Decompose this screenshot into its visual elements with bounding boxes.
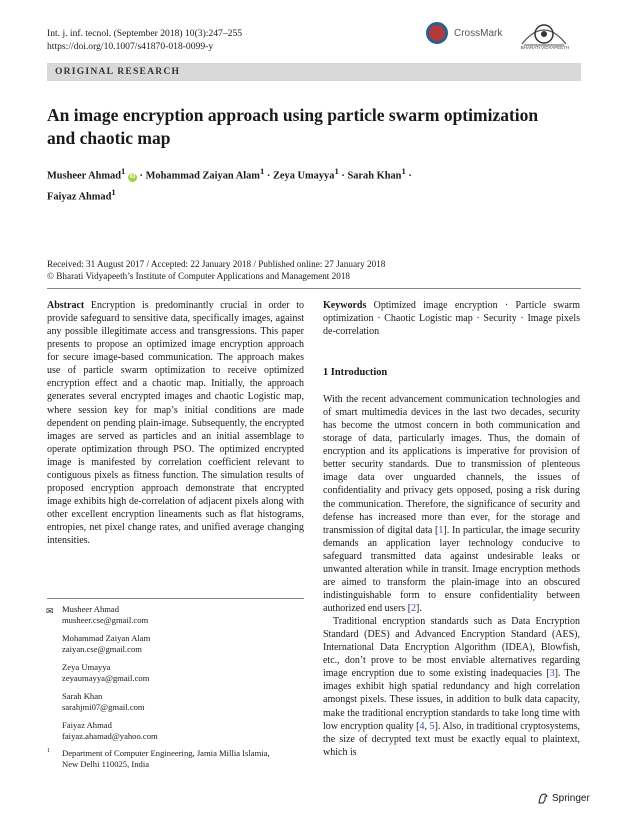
contact-entry: [47, 662, 158, 684]
affiliation-sup: 1: [111, 187, 116, 198]
orcid-icon[interactable]: iD: [129, 174, 136, 181]
publication-history: [47, 258, 385, 282]
affiliation-sup: 1: [401, 166, 406, 176]
doi-link[interactable]: https://doi.org/10.1007/s41870-018-0099-y: [47, 41, 214, 52]
affiliation-sup: 1: [259, 166, 265, 176]
citation-link[interactable]: 3: [549, 668, 555, 680]
text-run: ]. In particular, the image security demands an application layer technology conducive to safeguard transmitted data against undesirable leaks or unwanted alteration while in transit. Image encryption methods are aimed to transform the plain-image into an obscured indistinguishable form to ensure confidentiality between authorized end users [: [323, 524, 580, 614]
text-run: ]. The images exhibit high spatial redundancy and high correlation amongst pixels. These issues, in addition to bulk data capacity, make the traditional encryption standards to take long time with low encryption quality [: [323, 668, 580, 732]
header-divider: [47, 288, 581, 289]
springer-horse-icon: [537, 792, 549, 804]
citation-link[interactable]: 2: [411, 603, 417, 614]
introduction-body: [323, 393, 580, 759]
crossmark-icon: [426, 22, 448, 44]
journal-header: [47, 27, 242, 53]
intro-paragraph: [323, 393, 580, 615]
contact-name: Sarah Khan: [62, 691, 103, 701]
abstract-text: Encryption is predominantly crucial in order to provide safeguard to sensitive data, specifically images, against any possible illegitimate access and transgressions. This paper presents to propose an optimized image encryption approach for secure image-based communication. The approach makes use of particle swarm optimization to receive optimized encryption effect and a chaotic map. Initially, the approach generates several encrypted images and chaotic Logistic map, where session key for map’s initial conditions are made dependent on pending plain-image. Subsequently, the encrypted images are served as particles and an initial assemblage to operate optimization through PSO. The optimized encrypted image is manifested by correlation coefficient relevant to contiguous pixels as fitness function. The simulation results of proposed encryption approach demonstrate that encrypted image exhibits high de-correlation of adjacent pixels along with other excellent encryption lineaments such as flat histograms, entropies, net pixel change rates, and unified average changing intensities.: [47, 300, 305, 547]
contact-name: Zeya Umayya: [62, 662, 111, 672]
author-name: Musheer Ahmad: [47, 170, 121, 182]
citation-link[interactable]: 4: [419, 720, 425, 732]
intro-paragraph: [323, 615, 580, 759]
section-label-bar: [47, 63, 581, 81]
keywords: [323, 299, 580, 338]
crossmark-label: CrossMark: [454, 27, 503, 39]
contact-email[interactable]: musheer.cse@gmail.com: [62, 615, 149, 625]
section-heading: 1 Introduction: [323, 367, 388, 378]
contact-entry: [47, 604, 158, 626]
abstract-label: Abstract: [47, 300, 85, 311]
keywords-label: Keywords: [323, 300, 367, 311]
contact-entry: [47, 720, 158, 742]
section-label: ORIGINAL RESEARCH: [55, 66, 181, 77]
contact-email[interactable]: faiyaz.ahamad@yahoo.com: [62, 731, 158, 741]
contact-email[interactable]: zeyaumayya@gmail.com: [62, 673, 150, 683]
contact-name: Musheer Ahmad: [62, 604, 120, 614]
author-name: Sarah Khan: [347, 170, 402, 182]
affiliation-line: New Delhi 110025, India: [62, 759, 150, 769]
crossmark-badge[interactable]: [426, 22, 502, 44]
author-name: Mohammad Zaiyan Alam: [145, 170, 260, 182]
copyright-line: © Bharati Vidyapeeth’s Institute of Computer Applications and Management 2018: [47, 271, 351, 281]
text-run: With the recent advancement communication technologies and of smart multimedia devices in the last two decades, security has become the utmost concern in both communication and storage of data, particularly images. Thus, the domain of encryption and its applications is imperative for provision of better security standards. Due to transmission of plenteous image data over unguarded channels, the issues of confidentiality and privacy gets opposed, posing a risk during the communication. Therefore, the significance of security and defense has increased more than ever, for the storage and transmission of digital data [: [323, 394, 580, 536]
publisher-name: Springer: [552, 792, 590, 804]
text-run: Traditional encryption standards such as Data Encryption Standard (DES) and Advanced Encryption Standard (AES), International Data Encryption Algorithm (IDEA), Blowfish, etc., don’t prove to be most enviable alternatives regarding image encryption due to some existing inadequacies [: [323, 616, 580, 680]
keywords-text: Optimized image encryption · Particle swarm optimization · Chaotic Logistic map · Security · Image pixels de-correlation: [323, 300, 581, 338]
contact-email[interactable]: sarahjmi07@gmail.com: [62, 702, 145, 712]
dates-line: Received: 31 August 2017 / Accepted: 22 January 2018 / Published online: 27 January 2018: [47, 259, 386, 269]
contact-name: Mohammad Zaiyan Alam: [62, 633, 151, 643]
contact-name: Faiyaz Ahmad: [62, 720, 112, 730]
author-separator: ·: [266, 170, 271, 182]
citation-link[interactable]: 5: [429, 720, 435, 732]
author-contacts: [47, 604, 158, 749]
affiliation-line: Department of Computer Engineering, Jamia Millia Islamia,: [62, 748, 270, 758]
envelope-icon: ✉: [46, 606, 54, 616]
text-run: ,: [424, 720, 430, 732]
publisher-logo: [537, 792, 590, 804]
affiliation: [47, 748, 270, 770]
text-run: ].: [416, 603, 422, 614]
paper-title: An image encryption approach using particle swarm optimization and chaotic map: [47, 105, 539, 148]
seal-caption: BHARATI VIDYAPEETH: [520, 45, 570, 50]
author-name: Zeya Umayya: [272, 170, 335, 182]
abstract: [47, 299, 304, 547]
author-separator: ·: [408, 170, 412, 182]
contact-email[interactable]: zaiyan.cse@gmail.com: [62, 644, 142, 654]
footnote-divider: [47, 598, 304, 599]
author-separator: ·: [139, 170, 144, 182]
author-separator: ·: [341, 170, 345, 182]
affiliation-marker: 1: [47, 748, 50, 754]
affiliation-sup: 1: [334, 166, 339, 176]
text-run: ]. Also, in traditional cryptosystems, the size of decrypted text must be exactly equal to plaintext, which is: [323, 720, 581, 758]
contact-entry: [47, 633, 158, 655]
affiliation-sup: 1: [121, 166, 126, 176]
citation-link[interactable]: 1: [438, 524, 444, 536]
author-list: [47, 163, 567, 206]
author-name: Faiyaz Ahmad: [47, 191, 112, 203]
journal-citation: Int. j. inf. tecnol. (September 2018) 10(3):247–255: [47, 28, 243, 39]
contact-entry: [47, 691, 158, 713]
